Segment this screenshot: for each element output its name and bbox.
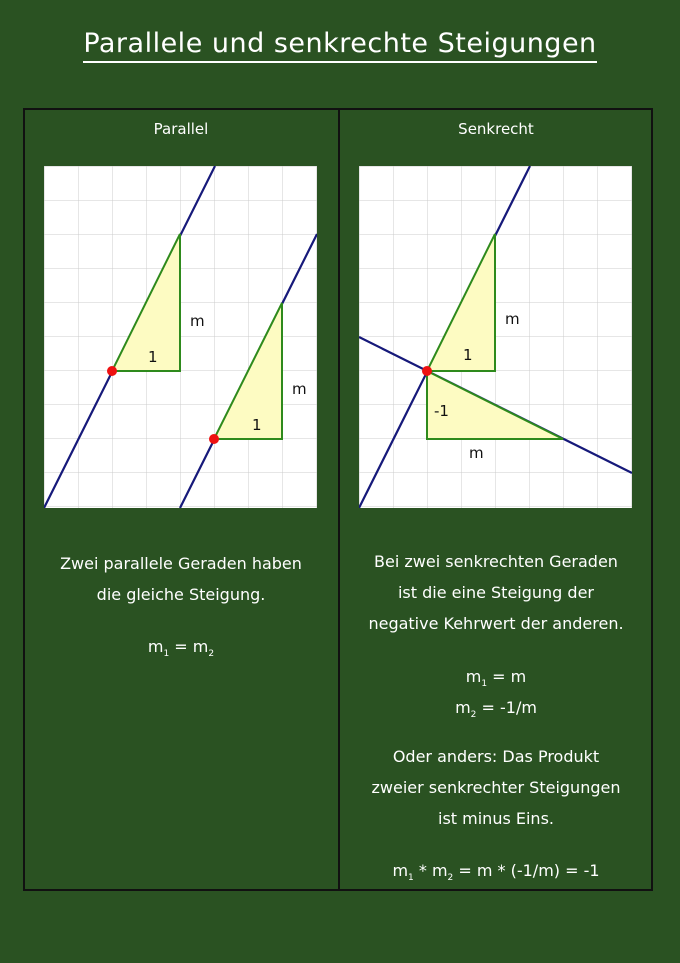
- diagram-parallel: [44, 166, 317, 508]
- senkrecht-text: Bei zwei senkrechten Geraden ist die eine Steigung der negative Kehrwert der anderen.: [368, 552, 624, 633]
- label-one-1: 1: [148, 348, 158, 366]
- label-m-2: m: [292, 380, 307, 398]
- label-m-1: m: [190, 312, 205, 330]
- heading-senkrecht: Senkrecht: [458, 120, 534, 138]
- label-m-top: m: [505, 310, 520, 328]
- label-one: 1: [463, 346, 473, 364]
- parallel-equation: $m_1 = m_2$: [147, 637, 215, 660]
- intersection-point: [422, 366, 432, 376]
- label-one-2: 1: [252, 416, 262, 434]
- diagram-senkrecht: [359, 166, 632, 508]
- product-equation: $m_1 * m_2 = m * (-1/m) = -1$: [392, 861, 600, 884]
- equation-m2: $m_2 = -1/m$: [455, 698, 537, 721]
- equation-m1: $m_1 = m$: [465, 667, 527, 690]
- product-text: Oder anders: Das Produkt zweier senkrechter Steigungen ist minus Eins.: [371, 747, 621, 828]
- parallel-text: Zwei parallele Geraden haben die gleiche Steigung.: [60, 554, 302, 604]
- heading-parallel: Parallel: [153, 120, 209, 138]
- point-1: [107, 366, 117, 376]
- page-title: Parallele und senkrechte Steigungen: [0, 28, 680, 59]
- label-neg-one: -1: [434, 402, 449, 420]
- label-m-bottom: m: [469, 444, 484, 462]
- point-2: [209, 434, 219, 444]
